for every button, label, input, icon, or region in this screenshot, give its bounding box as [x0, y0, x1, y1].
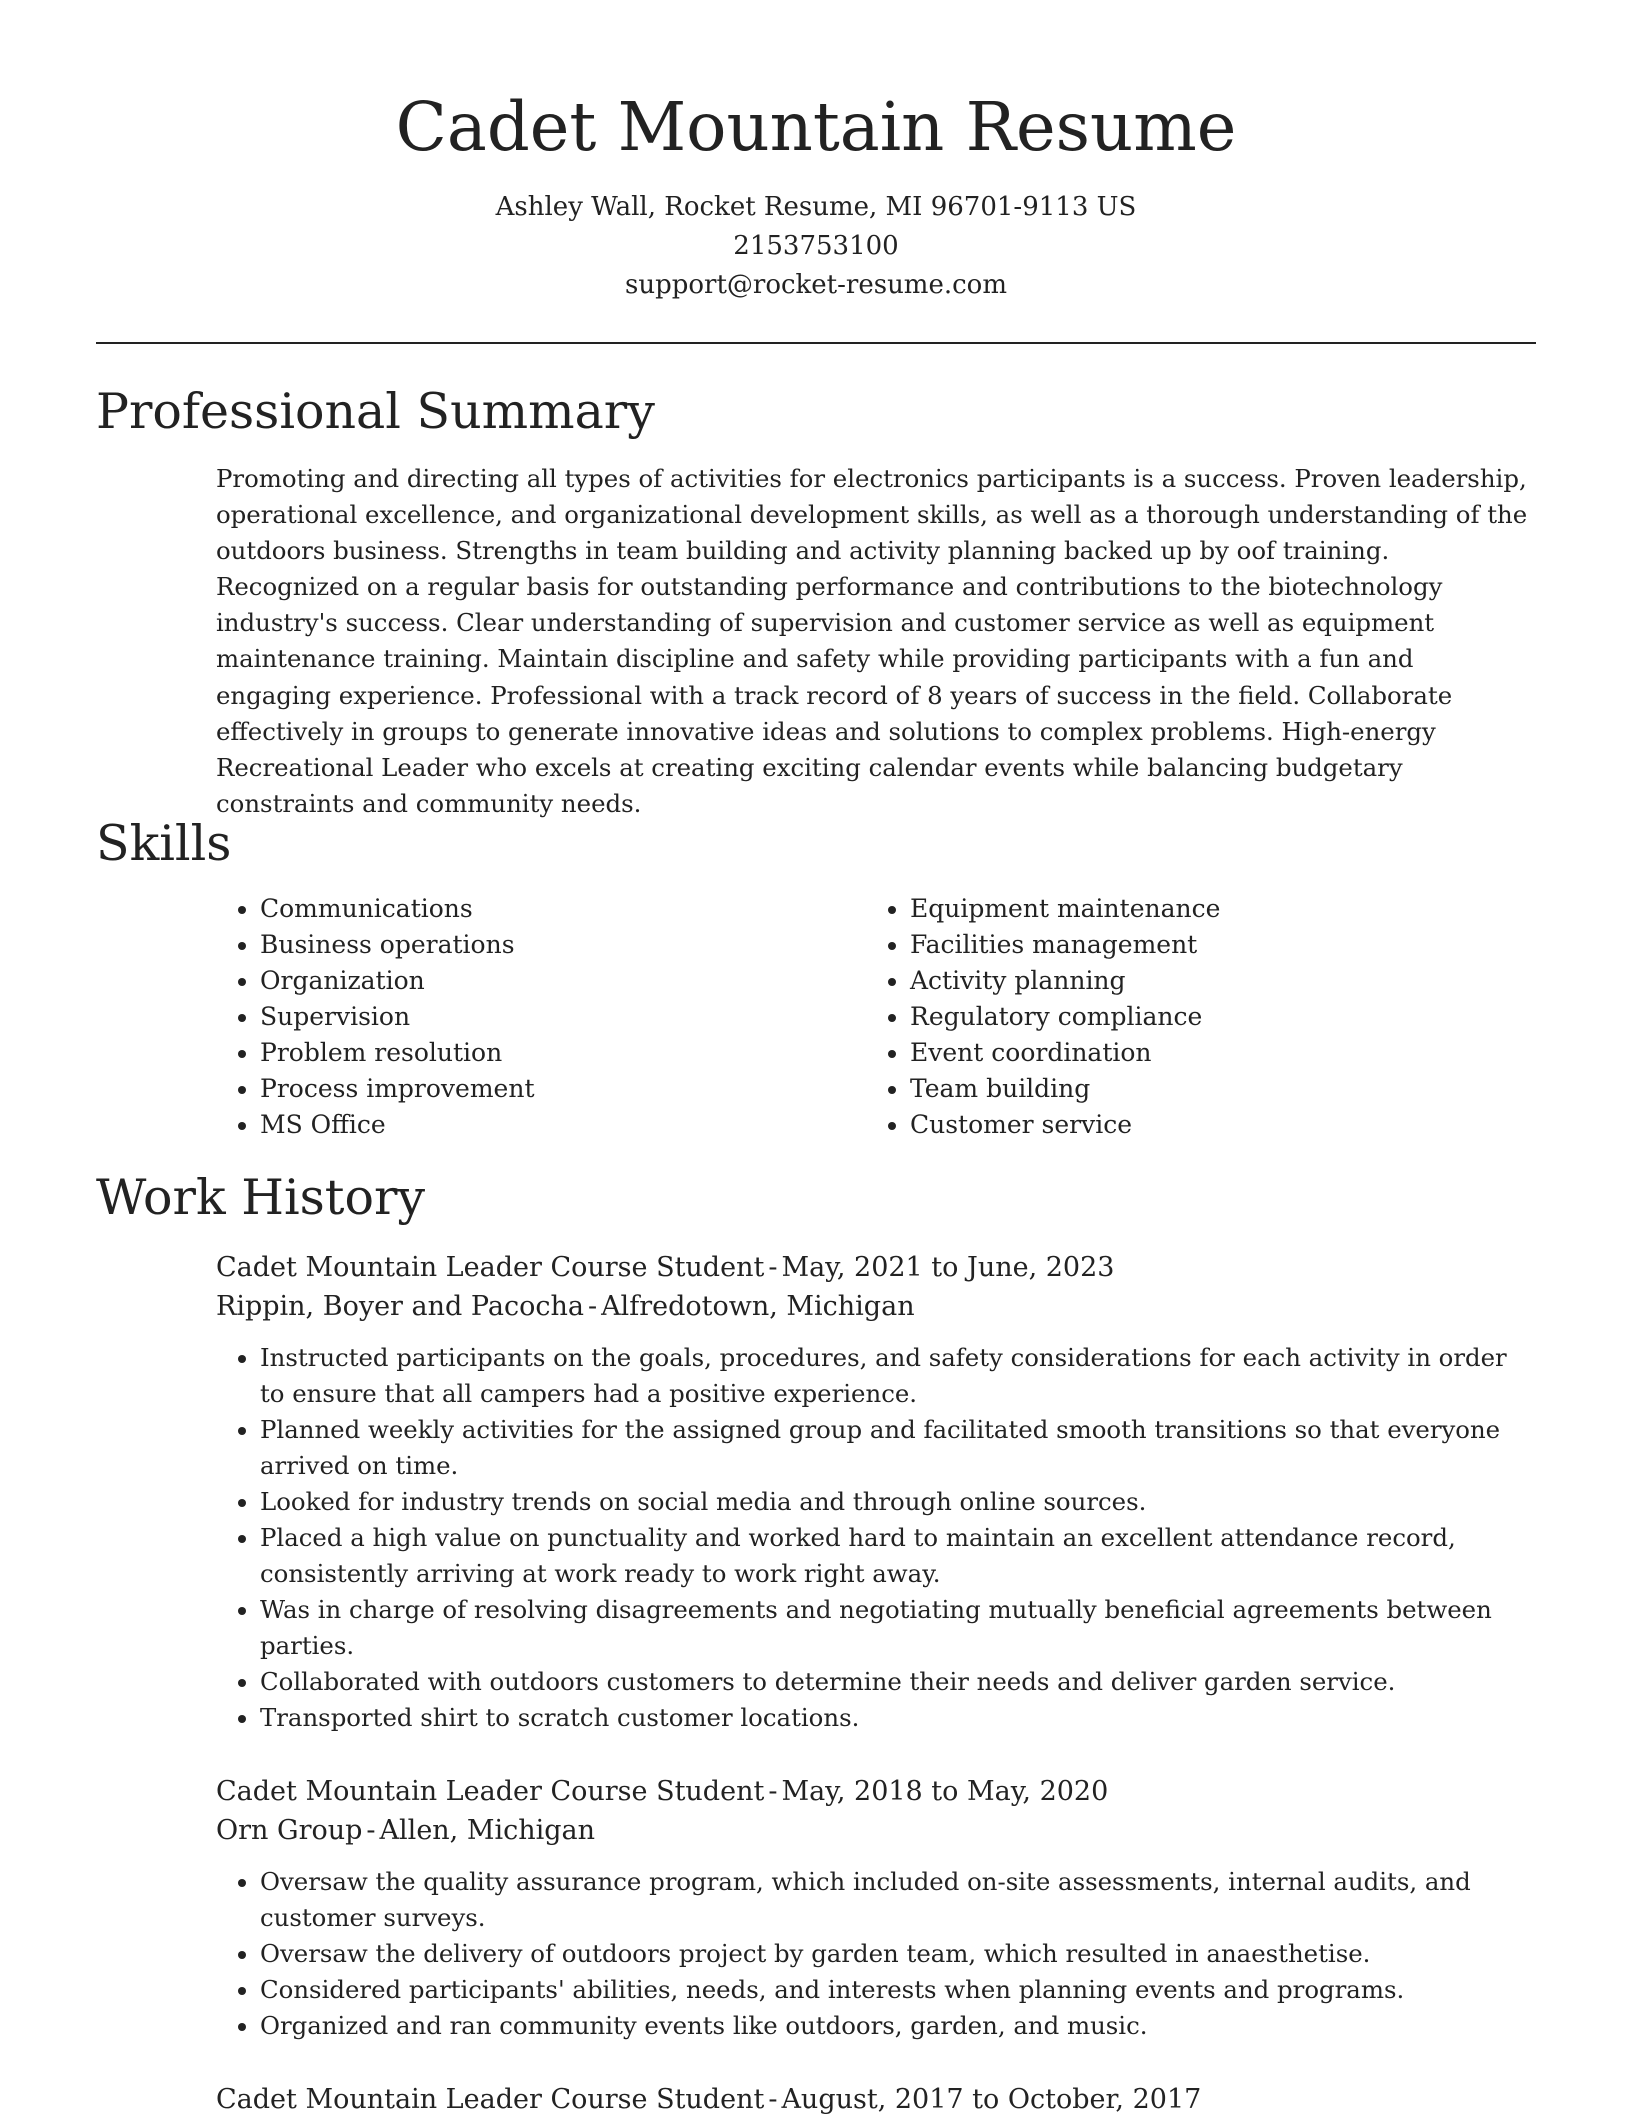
job-company-line	[216, 1287, 1536, 1326]
contact-info	[0, 188, 1632, 305]
skill-item: • Supervision	[260, 999, 535, 1035]
work-history-heading: Work History	[96, 1169, 426, 1226]
skill-item: • Equipment maintenance	[910, 891, 1220, 927]
separator: -	[587, 1291, 598, 1322]
job-dates: August, 2017 to October, 2017	[781, 2084, 1202, 2115]
job-company-line	[216, 1811, 1536, 1850]
skill-item: • Team building	[910, 1071, 1220, 1107]
skill-item: • Facilities management	[910, 927, 1220, 963]
job-location: Allen, Michigan	[379, 1815, 596, 1846]
skill-item: • Organization	[260, 963, 535, 999]
job-location: Alfredotown, Michigan	[601, 1291, 915, 1322]
skill-item: • Process improvement	[260, 1071, 535, 1107]
summary-heading: Professional Summary	[96, 383, 655, 440]
job-bullet: • Looked for industry trends on social media and through online sources.	[260, 1484, 1536, 1520]
contact-phone: 2153753100	[733, 231, 899, 261]
skill-item: • Problem resolution	[260, 1035, 535, 1071]
job-title: Cadet Mountain Leader Course Student	[216, 2084, 765, 2115]
job-entry	[216, 1248, 1536, 1736]
job-bullet: • Organized and ran community events like outdoors, garden, and music.	[260, 2008, 1536, 2044]
job-bullet: • Planned weekly activities for the assigned group and facilitated smooth transitions so that everyone arrived on time.	[260, 1412, 1536, 1484]
job-title-line	[216, 1772, 1536, 1811]
job-dates: May, 2021 to June, 2023	[781, 1252, 1115, 1283]
job-company: Rippin, Boyer and Pacocha	[216, 1291, 584, 1322]
job-bullet: • Transported shirt to scratch customer locations.	[260, 1700, 1536, 1736]
separator: -	[768, 1252, 778, 1283]
skills-list-left	[216, 891, 535, 1143]
job-title-line	[216, 2080, 1536, 2119]
job-company: Orn Group	[216, 1815, 363, 1846]
skills-list-right	[866, 891, 1220, 1143]
summary-text: Promoting and directing all types of activities for electronics participants is a success. Proven leadership, operational excellence, and organizational development skills, as well as a thorough understanding of the outdoors business. Strengths in team building and activity planning backed up by oof training. Recognized on a regular basis for outstanding performance and contributions to the biotechnology industry's success. Clear understanding of supervision and customer service as well as equipment maintenance training. Maintain discipline and safety while providing participants with a fun and engaging experience. Professional with a track record of 8 years of success in the field. Collaborate effectively in groups to generate innovative ideas and solutions to complex problems. High-energy Recreational Leader who excels at creating exciting calendar events while balancing budgetary constraints and community needs.	[216, 464, 1528, 818]
job-bullets	[216, 1340, 1536, 1736]
job-title-line	[216, 1248, 1536, 1287]
job-bullet: • Oversaw the delivery of outdoors project by garden team, which resulted in anaesthetise.	[260, 1936, 1536, 1972]
separator: -	[366, 1815, 376, 1846]
job-dates: May, 2018 to May, 2020	[781, 1776, 1109, 1807]
job-bullet: • Collaborated with outdoors customers to determine their needs and deliver garden service.	[260, 1664, 1536, 1700]
skill-item: • Customer service	[910, 1107, 1220, 1143]
skill-item: • Activity planning	[910, 963, 1220, 999]
header-divider	[96, 342, 1536, 344]
separator: -	[768, 2084, 778, 2115]
skill-item: • Event coordination	[910, 1035, 1220, 1071]
skill-item: • Communications	[260, 891, 535, 927]
job-title: Cadet Mountain Leader Course Student	[216, 1776, 765, 1807]
job-bullet: • Oversaw the quality assurance program, which included on-site assessments, internal audits, and customer surveys.	[260, 1864, 1536, 1936]
skill-item: • MS Office	[260, 1107, 535, 1143]
job-title: Cadet Mountain Leader Course Student	[216, 1252, 765, 1283]
skill-item: • Regulatory compliance	[910, 999, 1220, 1035]
skill-item: • Business operations	[260, 927, 535, 963]
resume-title: Cadet Mountain Resume	[395, 88, 1237, 166]
job-bullets	[216, 1864, 1536, 2044]
separator: -	[768, 1776, 778, 1807]
job-entry	[216, 2080, 1536, 2119]
job-entry	[216, 1772, 1536, 2044]
job-bullet: • Was in charge of resolving disagreements and negotiating mutually beneficial agreements between parties.	[260, 1592, 1536, 1664]
contact-address: Ashley Wall, Rocket Resume, MI 96701-9113 US	[495, 192, 1137, 222]
contact-email: support@rocket-resume.com	[624, 270, 1007, 300]
skills-heading: Skills	[96, 815, 232, 872]
job-bullet: • Placed a high value on punctuality and worked hard to maintain an excellent attendance record, consistently arriving at work ready to work right away.	[260, 1520, 1536, 1592]
resume-header	[0, 80, 1632, 305]
job-bullet: • Considered participants' abilities, needs, and interests when planning events and programs.	[260, 1972, 1536, 2008]
job-bullet: • Instructed participants on the goals, procedures, and safety considerations for each activity in order to ensure that all campers had a positive experience.	[260, 1340, 1536, 1412]
